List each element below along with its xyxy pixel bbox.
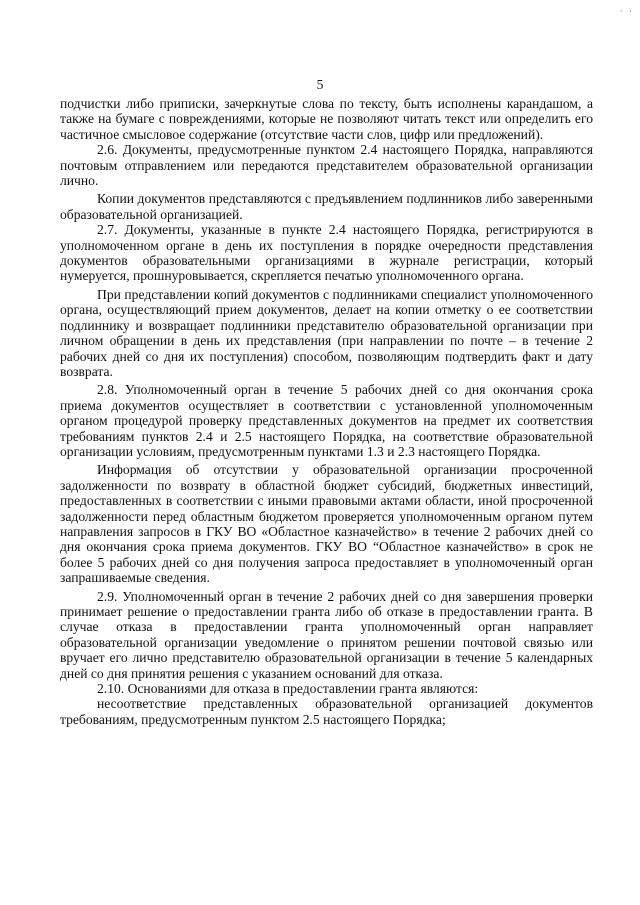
- paragraph-2-10: 2.10. Основаниями для отказа в предоставлении гранта являются:: [97, 681, 479, 697]
- paragraph-originals: При представлении копий документов с подлинниками специалист уполномоченного органа, осуществляющий прием документов, делает на копии отметку о ее соответствии подлиннику и возвращает подлинники представителю образовательной организации при личном обращении в день их представления (при направлении по почте – в течение 2 рабочих дней со дня их поступления) способом, позволяющим подтвердить факт и дату возврата.: [60, 286, 593, 379]
- paragraph-continuation: подчистки либо приписки, зачеркнутые слова по тексту, быть исполнены карандашом, а также на бумаге с повреждениями, которые не позволяют читать текст или определить его частичное смысловое содержание (отсутствие части слов, цифр или предложений).: [60, 96, 593, 142]
- corner-mark: · ·: [619, 6, 634, 16]
- paragraph-2-9: 2.9. Уполномоченный орган в течение 2 рабочих дней со дня завершения проверки принимает решение о предоставлении гранта либо об отказе в предоставлении гранта. В случае отказа в предоставлении гранта уполномоченный орган направляет образовательной организации уведомление о принятом решении почтовой связью или вручает его лично представителю образовательной организации в течение 5 календарных дней со дня принятия решения с указанием оснований для отказа.: [60, 588, 593, 681]
- paragraph-2-7: 2.7. Документы, указанные в пункте 2.4 настоящего Порядка, регистрируются в уполномоченном органе в день их поступления в порядке очередности представления документов образовательными организациями в журнале регистрации, который нумеруется, прошнуровывается, скрепляется печатью уполномоченного органа.: [60, 222, 593, 284]
- paragraph-refusal-reason-1: несоответствие представленных образовательной организацией документов требованиям, предусмотренным пунктом 2.5 настоящего Порядка;: [60, 696, 593, 727]
- paragraph-debt-info: Информация об отсутствии у образовательной организации просроченной задолженности по возврату в областной бюджет субсидий, бюджетных инвестиций, предоставленных в соответствии с иными правовыми актами области, иной просроченной задолженности перед областным бюджетом проверяется уполномоченным органом путем направления запросов в ГКУ ВО «Областное казначейство» в течение 2 рабочих дней со дня окончания срока приема документов. ГКУ ВО “Областное казначейство» в срок не более 5 рабочих дней со дня получения запроса предоставляет в уполномоченный орган запрашиваемые сведения.: [60, 462, 593, 586]
- page-number: 5: [316, 77, 324, 92]
- paragraph-2-8: 2.8. Уполномоченный орган в течение 5 рабочих дней со дня окончания срока приема документов осуществляет в соответствии с установленной уполномоченным органом процедурой проверку представленных документов на предмет их соответствия требованиям пунктов 2.4 и 2.5 настоящего Порядка, на соответствие образовательной организации условиям, предусмотренным пунктами 1.3 и 2.3 настоящего Порядка.: [60, 382, 593, 459]
- body-text: [60, 96, 593, 727]
- paragraph-copies: Копии документов представляются с предъявлением подлинников либо заверенными образовательной организацией.: [60, 191, 593, 222]
- paragraph-2-6: 2.6. Документы, предусмотренные пунктом 2.4 настоящего Порядка, направляются почтовым отправлением или передаются представителем образовательной организации лично.: [60, 142, 593, 189]
